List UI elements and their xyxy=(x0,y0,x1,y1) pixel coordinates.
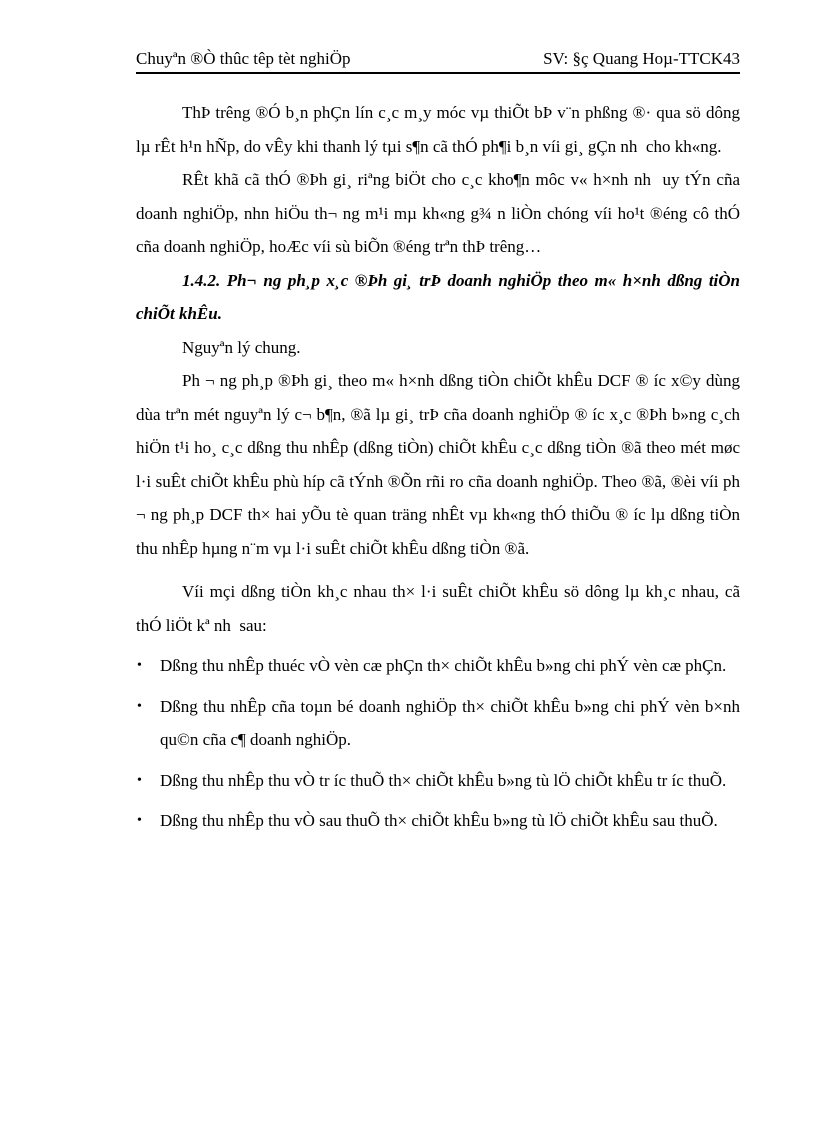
paragraph: Ph ¬ ng ph¸p ®Þh gi¸ theo m« h×nh dßng tiÒn chiÕt khÊu DCF ® íc x©y dùng dùa trªn mét nguyªn lý c¬ b¶n, ®ã lµ gi¸ trÞ cña doanh nghiÖp ® íc x¸c ®Þh b»ng c¸ch hiÖn t¹i ho¸ c¸c dßng thu nhÊp (dßng tiÒn) chiÕt khÊu c¸c dßng tiÒn ®ã theo mét møc l·i suÊt chiÕt khÊu phù híp cã tÝnh ®Õn rñi ro cña doanh nghiÖp. Theo ®ã, ®èi víi ph ¬ ng ph¸p DCF th× hai yÕu tè quan träng nhÊt vµ kh«ng thÓ thiÕu ® íc lµ dßng tiÒn thu nhÊp hµng n¨m vµ l·i suÊt chiÕt khÊu dßng tiÒn ®ã. xyxy=(136,371,740,558)
list-item-text: Dßng thu nhÊp cña toµn bé doanh nghiÖp th× chiÕt khÊu b»ng chi phÝ vèn b×nh qu©n cña c¶ doanh nghiÖp. xyxy=(160,696,740,749)
header-title: Chuyªn ®Ò thûc têp tèt nghiÖp xyxy=(136,49,351,68)
paragraph: ThÞ trêng ®Ó b¸n phÇn lín c¸c m¸y móc vµ thiÕt bÞ v¨n phßng ®· qua sö dông lµ rÊt h¹n hÑp, do vÊy khi thanh lý tµi s¶n cã thÓ ph¶i b¸n víi gi¸ gÇn nh cho kh«ng. xyxy=(136,103,740,156)
section-heading: 1.4.2. Ph¬ ng ph¸p x¸c ®Þh gi¸ trÞ doanh nghiÖp theo m« h×nh dßng tiÒn chiÕt khÊu. xyxy=(136,270,740,323)
bullet-icon: • xyxy=(137,772,142,788)
header-author: SV: §ç Quang Hoµ-TTCK43 xyxy=(543,49,740,68)
list-item xyxy=(136,804,740,838)
page-header xyxy=(136,49,740,74)
list-item xyxy=(136,649,740,683)
list-item-text: Dßng thu nhÊp thu vÒ tr íc thuÕ th× chiÕt khÊu b»ng tù lÖ chiÕt khÊu tr íc thuÕ. xyxy=(160,770,727,790)
list-item-text: Dßng thu nhÊp thu vÒ sau thuÕ th× chiÕt khÊu b»ng tù lÖ chiÕt khÊu sau thuÕ. xyxy=(160,811,718,830)
list-item-text: Dßng thu nhÊp thuéc vÒ vèn cæ phÇn th× chiÕt khÊu b»ng chi phÝ vèn cæ phÇn. xyxy=(160,656,727,675)
subheading: Nguyªn lý chung. xyxy=(182,337,301,357)
paragraph: Víi mçi dßng tiÒn kh¸c nhau th× l·i suÊt chiÕt khÊu sö dông lµ kh¸c nhau, cã thÓ liÖt kª nh sau: xyxy=(136,582,740,635)
document-body xyxy=(136,96,740,838)
list-item xyxy=(136,764,740,798)
bullet-list xyxy=(136,649,740,838)
bullet-icon: • xyxy=(137,813,142,828)
bullet-icon: • xyxy=(137,698,142,714)
paragraph: RÊt khã cã thÓ ®Þh gi¸ riªng biÖt cho c¸c kho¶n môc v« h×nh nh uy tÝn cña doanh nghiÖp, nhn hiÖu th¬ ng m¹i mµ kh«ng g¾ n liÒn chóng víi ho¹t ®éng cô thÓ cña doanh nghiÖp, hoÆc víi sù biÕn ®éng trªn thÞ trêng… xyxy=(136,170,740,256)
bullet-icon: • xyxy=(137,658,142,673)
list-item xyxy=(136,690,740,757)
